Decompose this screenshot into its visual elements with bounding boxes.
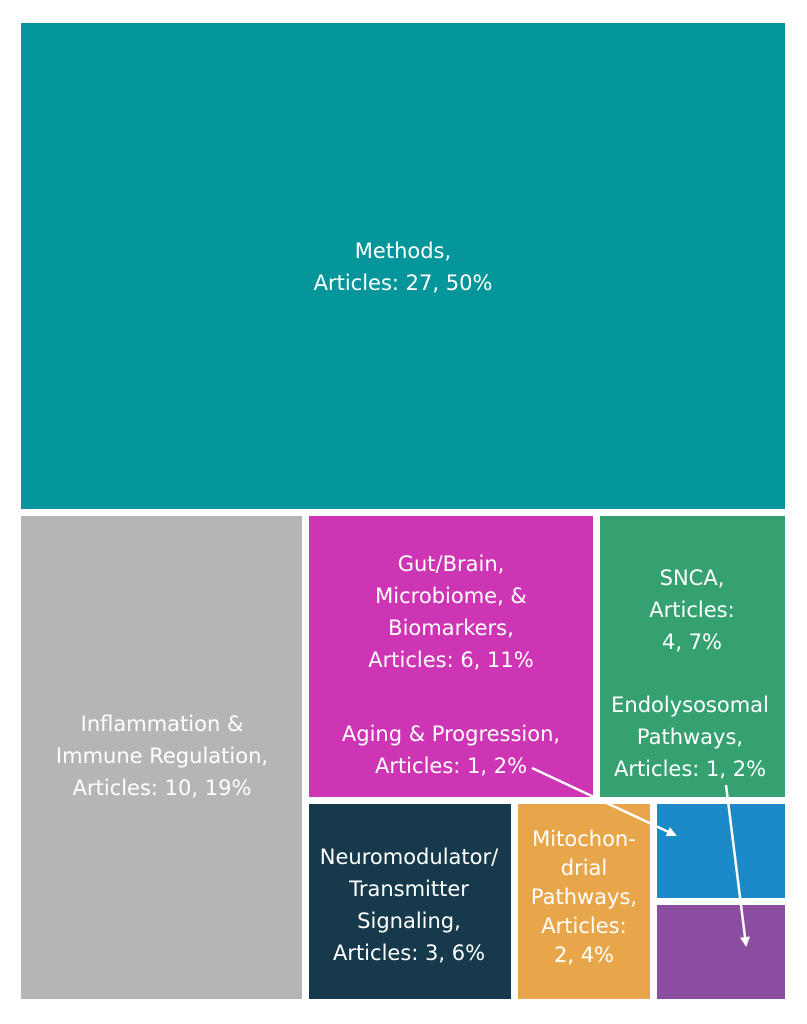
label-inflammation-immune-regulation	[56, 712, 268, 800]
label-line: SNCA,	[659, 566, 725, 590]
label-line: Articles: 10, 19%	[72, 776, 252, 800]
tile-aging-progression	[657, 804, 785, 898]
label-line: Articles:	[649, 598, 735, 622]
label-snca	[649, 566, 734, 654]
label-line: Gut/Brain,	[397, 552, 505, 576]
label-line: Pathways,	[636, 725, 744, 749]
label-line: drial	[560, 856, 608, 880]
tile-endolysosomal-pathways	[657, 905, 785, 999]
label-line: Neuromodulator/	[319, 845, 499, 869]
label-line: 4, 7%	[661, 630, 723, 654]
label-line: Articles: 3, 6%	[332, 941, 486, 965]
label-line: Transmitter	[349, 877, 469, 901]
label-line: Articles: 27, 50%	[313, 271, 493, 295]
tile-methods	[21, 23, 785, 509]
label-line: Pathways,	[530, 885, 638, 909]
label-line: Signaling,	[357, 909, 461, 933]
label-line: Articles: 1, 2%	[374, 754, 528, 778]
label-line: Articles: 6, 11%	[368, 648, 534, 672]
tile-snca	[600, 516, 785, 797]
label-line: Methods,	[354, 239, 452, 263]
label-line: Microbiome, &	[375, 584, 527, 608]
label-line: Articles: 1, 2%	[613, 757, 767, 781]
tile-neuromodulator-transmitter-signaling	[309, 804, 511, 999]
label-line: Endolysosomal	[611, 693, 769, 717]
label-line: Articles:	[541, 914, 627, 938]
label-line: Aging & Progression,	[341, 722, 561, 746]
label-line: Inflammation &	[80, 712, 244, 736]
label-line: Biomarkers,	[388, 616, 514, 640]
label-line: Mitochon-	[532, 827, 636, 851]
label-line: 2, 4%	[553, 943, 615, 967]
label-line: Immune Regulation,	[55, 744, 269, 768]
